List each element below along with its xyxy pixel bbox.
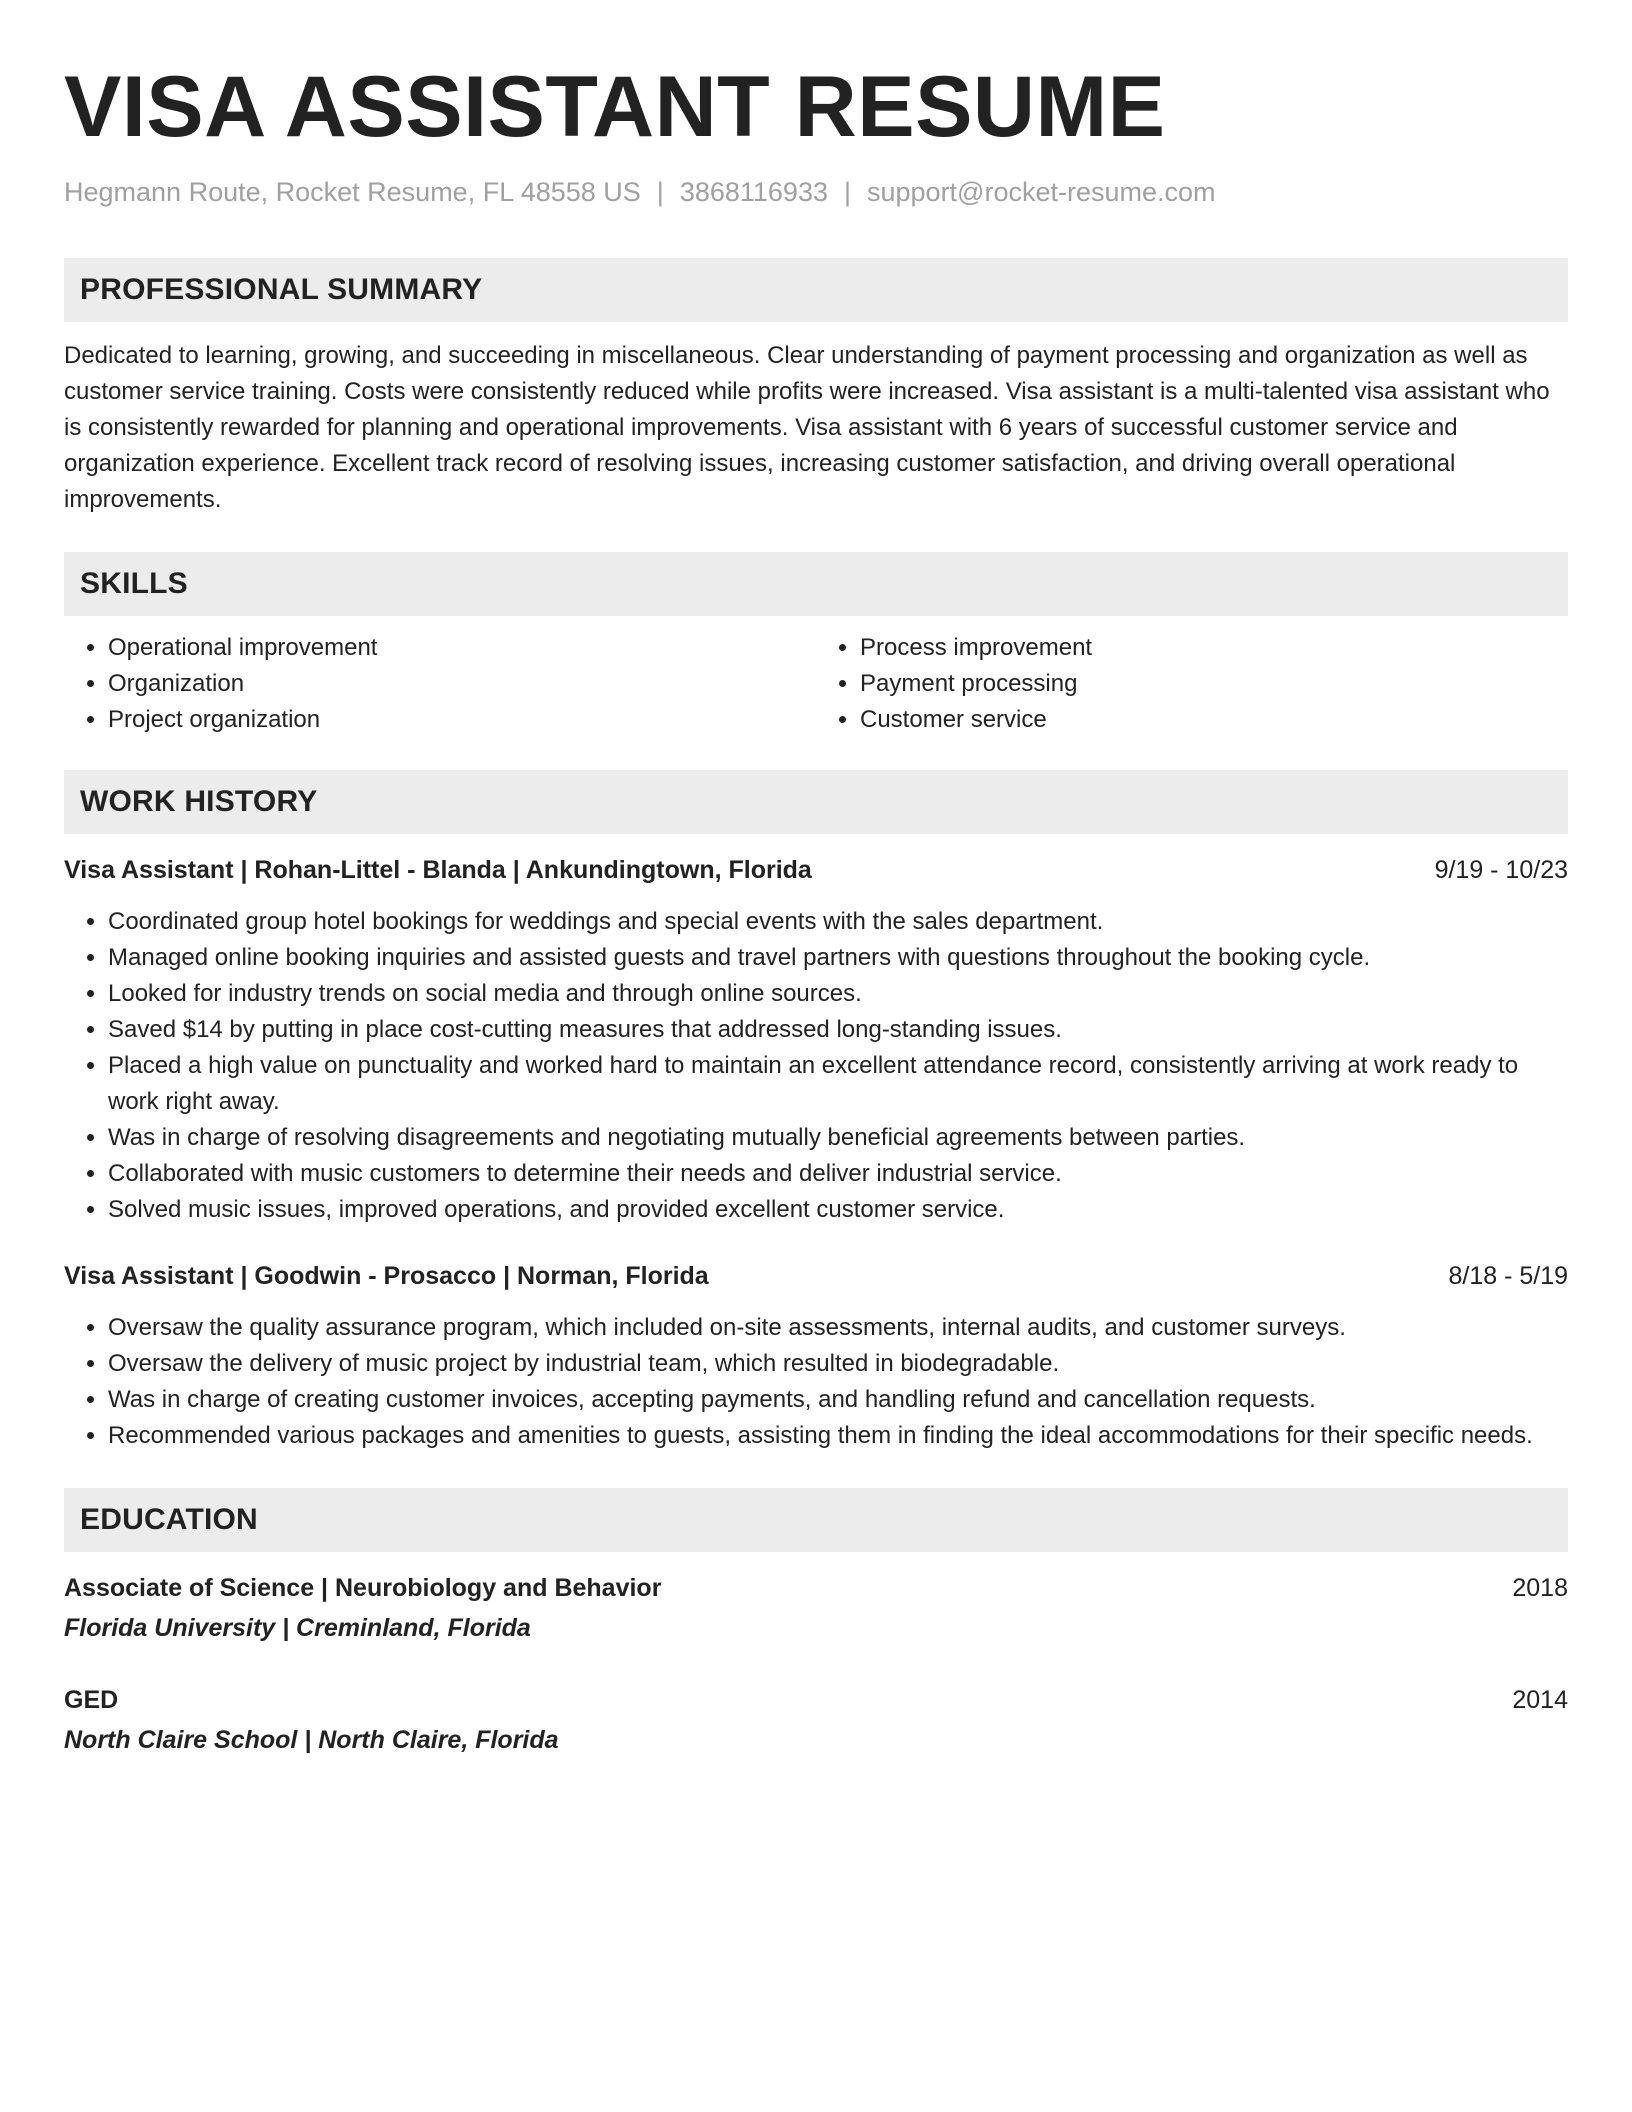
contact-separator: | <box>843 177 851 207</box>
education-school: North Claire School | North Claire, Florida <box>64 1726 559 1755</box>
job-heading <box>64 852 1568 888</box>
education-degree: Associate of Science | Neurobiology and Behavior <box>64 1574 662 1603</box>
contact-email: support@rocket-resume.com <box>867 177 1216 207</box>
skill-item: • Project organization <box>108 702 816 738</box>
section-header-professional-summary: PROFESSIONAL SUMMARY <box>64 258 1568 322</box>
job-bullet: • Was in charge of resolving disagreements and negotiating mutually beneficial agreements between parties. <box>108 1120 1568 1156</box>
job-bullet: • Recommended various packages and amenities to guests, assisting them in finding the ideal accommodations for their specific needs. <box>108 1418 1568 1454</box>
job-dates: 8/18 - 5/19 <box>1448 1262 1568 1291</box>
contact-phone: 3868116933 <box>679 177 828 207</box>
job-title: Visa Assistant | Rohan-Littel - Blanda | Ankundingtown, Florida <box>64 856 812 885</box>
education-degree: GED <box>64 1686 119 1715</box>
section-header-education: EDUCATION <box>64 1488 1568 1552</box>
education-heading <box>64 1570 1568 1606</box>
education-heading <box>64 1682 1568 1718</box>
job-heading <box>64 1258 1568 1294</box>
section-header-skills: SKILLS <box>64 552 1568 616</box>
skill-item: • Organization <box>108 666 816 702</box>
skill-item: • Payment processing <box>860 666 1568 702</box>
education-year: 2018 <box>1512 1574 1568 1603</box>
job-bullet: • Oversaw the quality assurance program, which included on-site assessments, internal audits, and customer surveys. <box>108 1310 1568 1346</box>
education-school: Florida University | Creminland, Florida <box>64 1614 531 1643</box>
skills-grid <box>64 630 1568 738</box>
job-bullet: • Managed online booking inquiries and assisted guests and travel partners with questions throughout the booking cycle. <box>108 940 1568 976</box>
job-bullet-list <box>64 1310 1568 1454</box>
job-dates: 9/19 - 10/23 <box>1434 856 1568 885</box>
job-bullet-list <box>64 904 1568 1228</box>
job-bullet: • Solved music issues, improved operations, and provided excellent customer service. <box>108 1192 1568 1228</box>
skills-column-right <box>816 630 1568 738</box>
resume-title: VISA ASSISTANT RESUME <box>64 59 1166 155</box>
skill-item: • Operational improvement <box>108 630 816 666</box>
job-bullet: • Saved $14 by putting in place cost-cutting measures that addressed long-standing issues. <box>108 1012 1568 1048</box>
job-bullet: • Collaborated with music customers to determine their needs and deliver industrial service. <box>108 1156 1568 1192</box>
job-bullet: • Coordinated group hotel bookings for weddings and special events with the sales department. <box>108 904 1568 940</box>
skill-item: • Customer service <box>860 702 1568 738</box>
education-year: 2014 <box>1512 1686 1568 1715</box>
job-bullet: • Oversaw the delivery of music project by industrial team, which resulted in biodegradable. <box>108 1346 1568 1382</box>
contact-address: Hegmann Route, Rocket Resume, FL 48558 US <box>64 177 641 207</box>
contact-separator: | <box>656 177 664 207</box>
summary-text: Dedicated to learning, growing, and succeeding in miscellaneous. Clear understanding of payment processing and organization as well as customer service training. Costs were consistently reduced while profits were increased. Visa assistant is a multi-talented visa assistant who is consistently rewarded for planning and operational improvements. Visa assistant with 6 years of successful customer service and organization experience. Excellent track record of resolving issues, increasing customer satisfaction, and driving overall operational improvements. <box>64 342 1550 514</box>
job-bullet: • Looked for industry trends on social media and through online sources. <box>108 976 1568 1012</box>
skills-column-left <box>64 630 816 738</box>
job-bullet: • Placed a high value on punctuality and worked hard to maintain an excellent attendance record, consistently arriving at work ready to work right away. <box>108 1048 1568 1120</box>
job-bullet: • Was in charge of creating customer invoices, accepting payments, and handling refund and cancellation requests. <box>108 1382 1568 1418</box>
section-header-work-history: WORK HISTORY <box>64 770 1568 834</box>
job-title: Visa Assistant | Goodwin - Prosacco | Norman, Florida <box>64 1262 709 1291</box>
contact-line <box>64 176 1568 208</box>
skill-item: • Process improvement <box>860 630 1568 666</box>
